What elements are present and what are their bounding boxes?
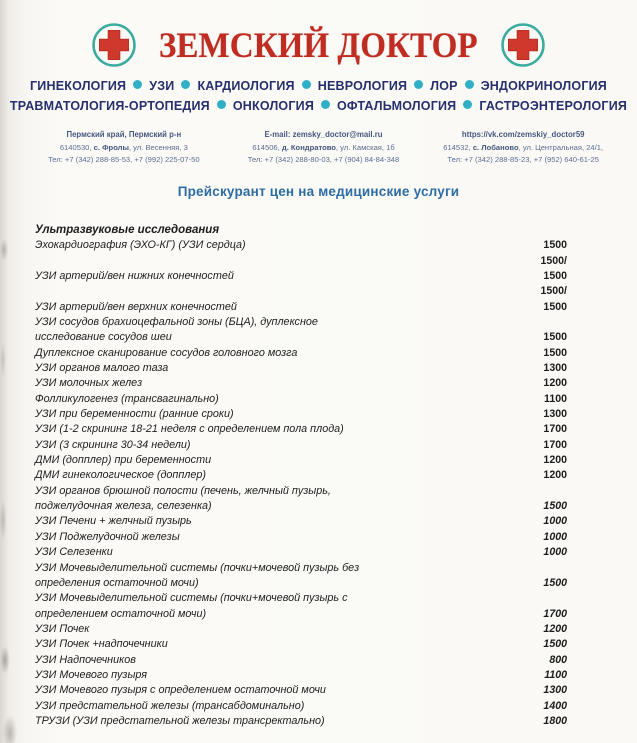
service-price: 1500 <box>543 638 567 651</box>
table-row <box>35 484 567 499</box>
table-row <box>35 653 567 668</box>
contact-phones: Тел: +7 (342) 288-85-53, +7 (992) 225-07-50 <box>48 155 200 165</box>
service-price: 1200 <box>543 454 567 467</box>
service-name: УЗИ артерий/вен верхних конечностей <box>35 300 237 313</box>
table-row <box>35 545 567 560</box>
service-price: 1500 <box>543 269 567 282</box>
specialty-label: ОФТАЛЬМОЛОГИЯ <box>337 99 457 113</box>
table-row <box>35 607 567 622</box>
specialties-line-2 <box>0 96 637 116</box>
service-name: Дуплексное сканирование сосудов головного мозга <box>35 346 298 359</box>
service-name: УЗИ Селезенки <box>35 546 113 559</box>
specialties-line-1 <box>0 76 637 96</box>
service-name: УЗИ Печени + желчный пузырь <box>35 515 192 528</box>
service-name: УЗИ Мочевыделительной системы (почки+мочевой пузырь с <box>35 592 348 605</box>
table-row <box>35 699 567 714</box>
table-row <box>35 622 567 637</box>
table-row <box>35 238 567 253</box>
service-name: Фолликулогенез (трансвагинально) <box>35 392 219 405</box>
service-name: УЗИ Мочевого пузыря <box>35 668 148 681</box>
table-row <box>35 269 567 284</box>
service-price: 1200 <box>543 469 567 482</box>
service-price: 1200 <box>543 622 567 635</box>
address-suffix: , ул. Весенняя, 3 <box>128 142 188 152</box>
table-row <box>35 346 567 361</box>
service-price: 1500/ <box>540 254 567 267</box>
contact-address <box>423 142 623 155</box>
bullet-dot-icon <box>217 100 226 109</box>
service-name: ДМИ гинекологическое (допплер) <box>35 469 207 482</box>
table-row <box>35 422 567 437</box>
contact-address <box>224 142 424 155</box>
service-name: УЗИ (1-2 скрининг 18-21 неделя с определением пола плода) <box>35 423 344 436</box>
specialty-label: УЗИ <box>149 79 175 93</box>
service-price: 1800 <box>543 714 567 727</box>
address-prefix: 614506, <box>252 142 282 152</box>
service-price: 1300 <box>543 684 567 697</box>
service-name: УЗИ сосудов брахиоцефальной зоны (БЦА), дуплексное <box>35 316 318 329</box>
service-name: исследование сосудов шеи <box>35 331 172 344</box>
service-name: УЗИ Мочевого пузыря с определением остаточной мочи <box>35 684 326 697</box>
contact-phones: Тел: +7 (342) 288-80-03, +7 (904) 84-84-348 <box>247 155 400 165</box>
table-row <box>35 683 567 698</box>
bullet-dot-icon <box>181 80 190 89</box>
medical-cross-icon <box>91 22 137 68</box>
service-name: Эхокардиография (ЭХО-КГ) (УЗИ сердца) <box>35 239 246 252</box>
service-name: определения остаточной мочи) <box>35 576 199 589</box>
specialty-label: КАРДИОЛОГИЯ <box>197 79 295 93</box>
table-row <box>35 254 567 269</box>
service-price: 1000 <box>543 530 567 543</box>
bullet-dot-icon <box>321 100 330 109</box>
section-title-ultrasound: Ультразвуковые исследования <box>35 223 220 236</box>
specialty-label: ЭНДОКРИНОЛОГИЯ <box>480 79 607 93</box>
address-suffix: , ул. Центральная, 24/1, <box>518 142 604 152</box>
service-price: 1500 <box>543 300 567 313</box>
service-price: 1700 <box>543 607 567 620</box>
bullet-dot-icon <box>133 80 142 89</box>
table-row <box>35 361 567 376</box>
service-name: УЗИ Мочевыделительной системы (почки+мочевой пузырь без <box>35 561 360 574</box>
service-price: 1500 <box>543 239 567 252</box>
table-row <box>35 637 567 652</box>
pricelist-title: Прейскурант цен на медицинские услуги <box>177 183 460 199</box>
address-settlement: с. Фролы <box>93 142 129 152</box>
service-price: 1400 <box>543 699 567 712</box>
table-row <box>35 453 567 468</box>
service-price: 800 <box>549 653 567 666</box>
bullet-dot-icon <box>463 100 472 109</box>
table-row <box>35 530 567 545</box>
price-rows <box>35 238 567 729</box>
table-row <box>35 668 567 683</box>
contact-email: E-mail: zemsky_doctor@mail.ru <box>264 130 383 139</box>
specialties-list <box>0 76 637 116</box>
service-name: ДМИ (допплер) при беременности <box>35 454 212 467</box>
table-row <box>35 315 567 330</box>
service-name: ТРУЗИ (УЗИ предстательной железы трансректально) <box>35 714 325 727</box>
address-settlement: с. Лобаново <box>472 142 519 152</box>
contact-block-froly <box>24 129 224 167</box>
table-row <box>35 514 567 529</box>
contact-vk-url: https://vk.com/zemskiy_doctor59 <box>461 130 585 139</box>
service-name: УЗИ молочных желез <box>35 377 143 390</box>
address-suffix: , ул. Камская, 1б <box>335 142 395 152</box>
service-price: 1200 <box>543 377 567 390</box>
table-row <box>35 576 567 591</box>
table-row <box>35 376 567 391</box>
service-name: УЗИ Надпочечников <box>35 653 136 666</box>
specialty-label: ГАСТРОЭНТЕРОЛОГИЯ <box>479 99 628 113</box>
specialty-label: НЕВРОЛОГИЯ <box>317 79 408 93</box>
service-name: УЗИ Почек +надпочечники <box>35 638 168 651</box>
address-settlement: д. Кондратово <box>281 142 336 152</box>
service-name: УЗИ органов малого таза <box>35 362 169 375</box>
table-row <box>35 591 567 606</box>
table-row <box>35 438 567 453</box>
service-price: 1700 <box>543 423 567 436</box>
table-row <box>35 407 567 422</box>
service-name: УЗИ при беременности (ранние сроки) <box>35 408 234 421</box>
service-price: 1500 <box>543 576 567 589</box>
bullet-dot-icon <box>465 80 474 89</box>
service-price: 1500 <box>543 331 567 344</box>
service-name: УЗИ (3 скрининг 30-34 недели) <box>35 438 191 451</box>
clinic-name: ЗЕМСКИЙ ДОКТОР <box>159 25 478 65</box>
price-table <box>0 223 637 729</box>
service-name: определением остаточной мочи) <box>35 607 207 620</box>
service-price: 1300 <box>543 408 567 421</box>
specialty-label: ГИНЕКОЛОГИЯ <box>30 79 127 93</box>
table-row <box>35 714 567 729</box>
contact-block-lobanovo <box>423 129 623 167</box>
contact-block-kondratovo <box>224 129 424 167</box>
service-name: УЗИ органов брюшной полости (печень, желчный пузырь, <box>35 484 331 497</box>
clinic-logo <box>0 0 637 68</box>
contacts-row <box>0 129 637 167</box>
service-name: поджелудочная железа, селезенка) <box>35 500 212 513</box>
service-price: 1500/ <box>540 285 567 298</box>
specialty-label: ЛОР <box>430 79 458 93</box>
specialty-label: ТРАВМАТОЛОГИЯ-ОРТОПЕДИЯ <box>9 99 210 113</box>
medical-cross-icon <box>500 22 546 68</box>
service-name: УЗИ артерий/вен нижних конечностей <box>35 269 234 282</box>
contact-phones: Тел: +7 (342) 288-85-23, +7 (952) 640-61-25 <box>447 155 599 165</box>
table-row <box>35 561 567 576</box>
table-row <box>35 499 567 514</box>
service-price: 1000 <box>543 515 567 528</box>
table-row <box>35 468 567 483</box>
contact-address <box>24 142 224 155</box>
table-row <box>35 284 567 299</box>
bullet-dot-icon <box>414 80 423 89</box>
service-price: 1100 <box>544 668 567 681</box>
service-price: 1500 <box>543 346 567 359</box>
address-prefix: 614532, <box>443 142 473 152</box>
bullet-dot-icon <box>302 80 311 89</box>
service-price: 1700 <box>543 438 567 451</box>
table-row <box>35 330 567 345</box>
service-name: УЗИ Поджелудочной железы <box>35 530 180 543</box>
service-price: 1500 <box>543 500 567 513</box>
service-price: 1100 <box>544 392 567 405</box>
service-price: 1000 <box>543 546 567 559</box>
specialty-label: ОНКОЛОГИЯ <box>232 99 314 113</box>
contact-region: Пермский край, Пермский р-н <box>66 130 182 139</box>
service-price: 1300 <box>543 362 567 375</box>
service-name: УЗИ предстательной железы (трансабдоминально) <box>35 699 305 712</box>
table-row <box>35 300 567 315</box>
table-row <box>35 392 567 407</box>
address-prefix: 6140530, <box>59 142 94 152</box>
service-name: УЗИ Почек <box>35 622 90 635</box>
